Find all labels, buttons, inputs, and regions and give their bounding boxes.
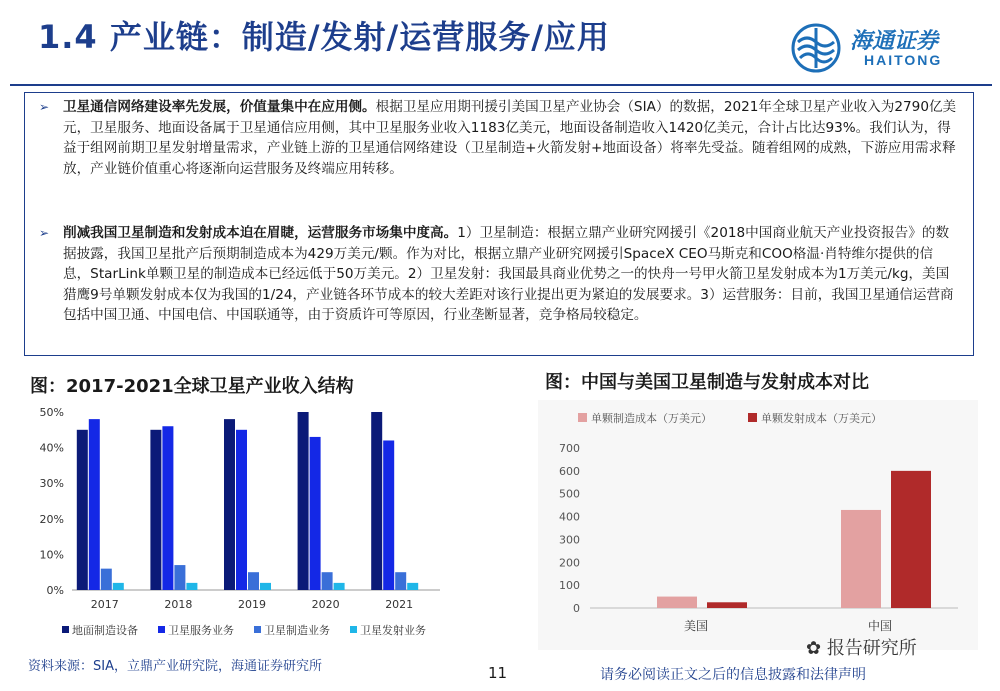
legend-swatch [578, 413, 587, 422]
x-tick-label: 2018 [164, 598, 193, 611]
y-tick-label: 10% [39, 548, 64, 562]
y-tick-label: 50% [39, 406, 64, 419]
bar-2019-1 [236, 430, 247, 590]
y-tick-label: 500 [559, 487, 580, 501]
bar-2020-0 [298, 412, 309, 590]
y-tick-label: 200 [559, 556, 580, 570]
y-tick-label: 30% [39, 477, 64, 491]
bar-2021-0 [371, 412, 382, 590]
legend-label: 卫星制造业务 [264, 624, 330, 637]
x-tick-label: 2017 [90, 598, 119, 611]
wechat-watermark [806, 634, 917, 660]
bar-2019-3 [260, 583, 271, 590]
bar-2018-0 [150, 430, 161, 590]
bar-2017-1 [89, 419, 100, 590]
haitong-logo [790, 22, 990, 74]
y-tick-label: 0 [573, 602, 580, 615]
paragraph-1 [39, 97, 959, 179]
page-title: 1.4 产业链：制造/发射/运营服务/应用 [38, 18, 610, 56]
y-tick-label: 700 [559, 442, 580, 455]
legend-swatch [748, 413, 757, 422]
legend-label: 卫星发射业务 [360, 624, 426, 637]
bar-2020-3 [334, 583, 345, 590]
bar-2019-0 [224, 419, 235, 590]
bar-2017-2 [101, 569, 112, 590]
title-divider [10, 84, 992, 86]
bar-中国-0 [841, 510, 881, 608]
logo-chinese-name: 海通证券 [850, 28, 939, 54]
legend-swatch [158, 626, 165, 633]
disclaimer: 请务必阅读正文之后的信息披露和法律声明 [600, 667, 866, 683]
bar-2021-3 [407, 583, 418, 590]
bar-2020-2 [322, 572, 333, 590]
bar-2018-2 [174, 565, 185, 590]
bar-2017-3 [113, 583, 124, 590]
revenue-structure-svg [20, 400, 450, 645]
page-number: 11 [488, 664, 508, 682]
haitong-emblem-icon [790, 22, 846, 74]
cost-comparison-svg [538, 400, 978, 650]
bar-2017-0 [77, 430, 88, 590]
x-tick-label: 2021 [385, 598, 414, 611]
source-note: 资料来源：SIA，立鼎产业研究院，海通证券研究所 [28, 659, 322, 674]
bar-2021-1 [383, 440, 394, 590]
paragraph-1-lead: 卫星通信网络建设率先发展，价值量集中在应用侧。 [63, 99, 376, 115]
y-tick-label: 400 [559, 510, 580, 524]
paragraph-1-text: 根据卫星应用期刊援引美国卫星产业协会（SIA）的数据，2021年全球卫星产业收入为2790亿美元，卫星服务、地面设备属于卫星通信应用侧，其中卫星服务业收入1183亿美元，地面设备制造收入1420亿美元，合计占比达93%。我们认为，得益于组网前期卫星发射增量需求，产业链上游的卫星通信网络建设（卫星制造+火箭发射+地面设备）将率先受益。随着组网的成熟，下游应用需求释放，产业链价值重心将逐渐向运营服务及终端应用转移。 [63, 99, 957, 177]
wechat-icon: ✿ [806, 638, 827, 659]
bar-中国-1 [891, 471, 931, 608]
legend-swatch [350, 626, 357, 633]
legend-swatch [254, 626, 261, 633]
legend-label: 单颗发射成本（万美元） [761, 412, 882, 425]
x-tick-label: 美国 [683, 619, 709, 633]
legend-swatch [62, 626, 69, 633]
logo-english-name: HAITONG [864, 52, 943, 68]
paragraph-2 [39, 223, 959, 326]
y-tick-label: 100 [559, 579, 580, 593]
legend-label: 单颗制造成本（万美元） [591, 412, 712, 425]
y-tick-label: 600 [559, 464, 580, 478]
bar-美国-0 [657, 597, 697, 608]
cost-comparison-chart [538, 400, 978, 650]
y-tick-label: 40% [39, 441, 64, 455]
revenue-structure-chart [20, 400, 450, 645]
x-tick-label: 中国 [867, 619, 893, 633]
wechat-account-name: 报告研究所 [826, 638, 917, 659]
bar-2019-2 [248, 572, 259, 590]
left-chart-title: 图：2017-2021全球卫星产业收入结构 [30, 376, 354, 397]
bar-2018-3 [186, 583, 197, 590]
bar-2018-1 [162, 426, 173, 590]
legend-label: 卫星服务业务 [168, 624, 234, 637]
bullet-arrow-icon: ➢ [39, 226, 50, 240]
legend-label: 地面制造设备 [72, 624, 138, 637]
x-tick-label: 2019 [238, 598, 266, 611]
x-tick-label: 2020 [311, 598, 340, 611]
y-tick-label: 300 [559, 533, 580, 547]
summary-box [24, 92, 974, 356]
bar-2021-2 [395, 572, 406, 590]
paragraph-2-text: 1）卫星制造：根据立鼎产业研究网援引《2018中国商业航天产业投资报告》的数据披露，我国卫星批产后预期制造成本为429万美元/颗。作为对比，根据立鼎产业研究网援引SpaceX CEO马斯克和COO格温·肖特维尔提供的信息，StarLink单颗卫星的制造成本已经远低于50万美元。2）卫星发射：我国最具商业优势之一的快舟一号甲火箭卫星发射成本为1万美元/kg，美国猎鹰9号单颗发射成本仅为我国的1/24，产业链各环节成本的较大差距对该行业提出更为紧迫的发展要求。3）运营服务：目前，我国卫星通信运营商包括中国卫通、中国电信、中国联通等，由于资质许可等原因，行业垄断显著，竞争格局较稳定。 [63, 225, 954, 323]
right-chart-title: 图：中国与美国卫星制造与发射成本对比 [545, 372, 869, 393]
y-tick-label: 20% [39, 512, 64, 526]
bullet-arrow-icon: ➢ [39, 100, 50, 114]
paragraph-2-lead: 削减我国卫星制造和发射成本迫在眉睫，运营服务市场集中度高。 [63, 225, 458, 241]
y-tick-label: 0% [46, 584, 64, 597]
bar-美国-1 [707, 602, 747, 608]
bar-2020-1 [310, 437, 321, 590]
